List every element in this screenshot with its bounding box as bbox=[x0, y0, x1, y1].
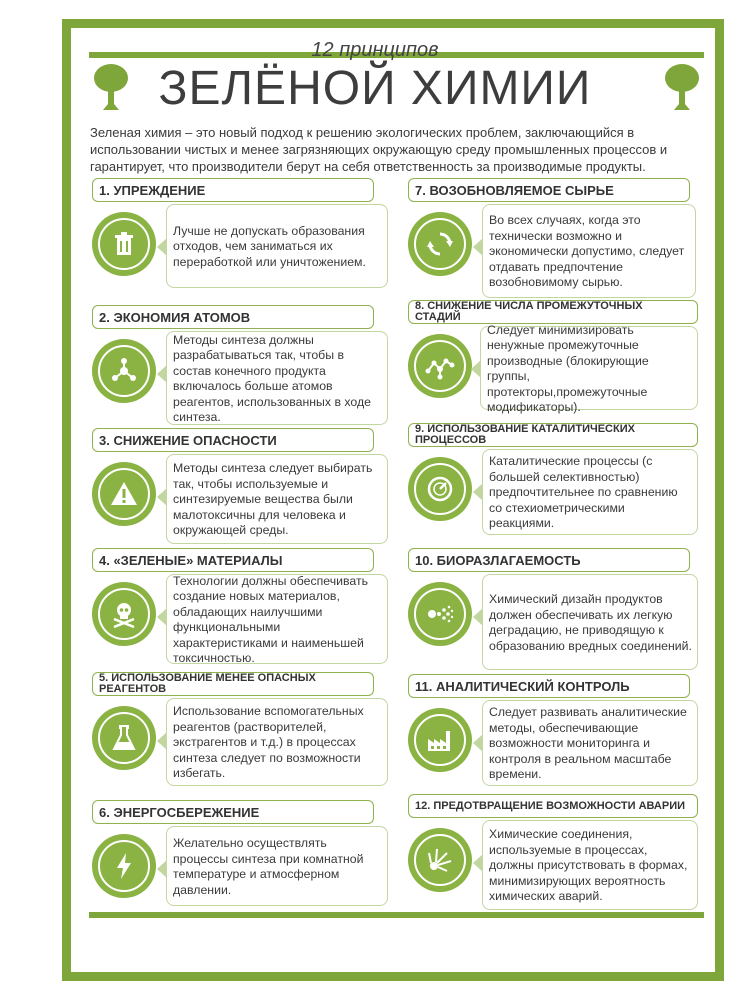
principle-description: Химический дизайн продуктов должен обеспечивать их легкую деградацию, не приводящую к образованию вредных соединений. bbox=[482, 574, 698, 670]
principle-card bbox=[408, 674, 706, 796]
flask-icon bbox=[92, 706, 156, 770]
principle-description: Во всех случаях, когда это технически возможно и экономически допустимо, следует отдавать предпочтение возобновимому сырью. bbox=[482, 204, 696, 298]
principle-description: Использование вспомогательных реагентов (растворителей, экстрагентов и т.д.) в процессах синтеза следует по возможности избегать. bbox=[166, 698, 388, 786]
principle-title: 10. БИОРАЗЛАГАЕМОСТЬ bbox=[408, 548, 690, 572]
factory-icon bbox=[408, 708, 472, 772]
recycle-icon bbox=[408, 212, 472, 276]
principle-card bbox=[408, 423, 706, 545]
principle-card bbox=[92, 800, 390, 922]
principle-title: 4. «ЗЕЛЕНЫЕ» МАТЕРИАЛЫ bbox=[92, 548, 374, 572]
intro-text: Зеленая химия – это новый подход к решению экологических проблем, заключающийся в использовании чистых и менее загрязняющих окружающую среду промышленных процессов и гарантирует, что производители берут на себя ответственность за производимые продукты. bbox=[90, 125, 668, 174]
principle-description: Желательно осуществлять процессы синтеза при комнатной температуре и атмосферном давлении. bbox=[166, 826, 388, 906]
tree-icon bbox=[664, 62, 700, 112]
principle-card bbox=[92, 428, 390, 550]
lightning-icon bbox=[92, 834, 156, 898]
principle-card bbox=[408, 178, 706, 300]
principle-title: 1. УПРЕЖДЕНИЕ bbox=[92, 178, 374, 202]
principle-title: 6. ЭНЕРГОСБЕРЕЖЕНИЕ bbox=[92, 800, 374, 824]
warning-icon bbox=[92, 462, 156, 526]
principle-description: Методы синтеза должны разрабатываться так, чтобы в состав конечного продукта включалось больше атомов реагентов, использованных в ходе синтеза. bbox=[166, 331, 388, 425]
explosion-icon bbox=[408, 828, 472, 892]
principle-card bbox=[92, 672, 390, 794]
principle-description: Химические соединения, используемые в процессах, должны присутствовать в формах, минимизирующих вероятность химических аварий. bbox=[482, 820, 698, 910]
principle-card bbox=[92, 178, 390, 300]
skull-icon bbox=[92, 582, 156, 646]
principle-card bbox=[408, 300, 706, 422]
principle-description: Технологии должны обеспечивать создание новых материалов, обладающих наилучшими функциональными характеристиками и наименьшей токсичностью. bbox=[166, 574, 388, 664]
principle-card bbox=[92, 305, 390, 427]
principle-description: Каталитические процессы (с большей селективностью) предпочтительнее по сравнению со стехиометрическими реакциями. bbox=[482, 449, 698, 535]
principle-title: 3. СНИЖЕНИЕ ОПАСНОСТИ bbox=[92, 428, 374, 452]
principle-description: Следует минимизировать ненужные промежуточные производные (блокирующие группы, протекторы,промежуточные модификаторы). bbox=[480, 326, 698, 410]
dispersion-icon bbox=[408, 582, 472, 646]
subtitle: 12 принципов bbox=[311, 39, 439, 61]
tree-icon bbox=[93, 62, 129, 112]
principle-title: 11. АНАЛИТИЧЕСКИЙ КОНТРОЛЬ bbox=[408, 674, 690, 698]
principle-title: 7. ВОЗОБНОВЛЯЕМОЕ СЫРЬЕ bbox=[408, 178, 690, 202]
principle-title: 8. СНИЖЕНИЕ ЧИСЛА ПРОМЕЖУТОЧНЫХ СТАДИЙ bbox=[408, 300, 698, 324]
principle-title: 2. ЭКОНОМИЯ АТОМОВ bbox=[92, 305, 374, 329]
principle-description: Методы синтеза следует выбирать так, чтобы используемые и синтезируемые вещества были малотоксичны для человека и окружающей среды. bbox=[166, 454, 388, 544]
principle-description: Следует развивать аналитические методы, обеспечивающие возможности мониторинга и контроля в реальном масштабе времени. bbox=[482, 700, 698, 786]
molecule-icon bbox=[92, 339, 156, 403]
principle-description: Лучше не допускать образования отходов, чем заниматься их переработкой или уничтожением. bbox=[166, 204, 388, 288]
principle-title: 12. ПРЕДОТВРАЩЕНИЕ ВОЗМОЖНОСТИ АВАРИИ bbox=[408, 794, 698, 818]
principle-title: 5. ИСПОЛЬЗОВАНИЕ МЕНЕЕ ОПАСНЫХ РЕАГЕНТОВ bbox=[92, 672, 374, 696]
principle-card bbox=[408, 794, 706, 916]
trash-icon bbox=[92, 212, 156, 276]
chain-molecule-icon bbox=[408, 334, 472, 398]
principle-card bbox=[408, 548, 706, 670]
principle-title: 9. ИСПОЛЬЗОВАНИЕ КАТАЛИТИЧЕСКИХ ПРОЦЕССОВ bbox=[408, 423, 698, 447]
page-title: ЗЕЛЁНОЙ ХИМИИ bbox=[158, 62, 592, 115]
principle-card bbox=[92, 548, 390, 670]
gauge-icon bbox=[408, 457, 472, 521]
